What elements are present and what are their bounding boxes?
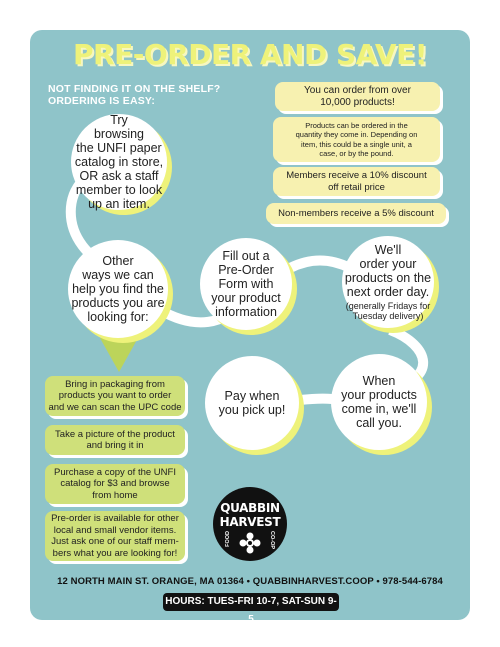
circle-fill-out-text: Fill out a Pre-Order Form with your product information [211,249,281,319]
logo-food: FOOD [225,531,231,547]
help-item-picture [45,425,185,455]
info-box-products [275,82,440,111]
info-box-member-discount-text: Members receive a 10% discount off retail price [286,170,427,193]
circle-order-day [342,236,434,328]
circle-browse-catalog [71,114,167,210]
circle-other-ways [68,240,168,338]
info-box-nonmember-discount [266,203,446,224]
quabbin-harvest-logo [213,487,287,561]
intro-text: NOT FINDING IT ON THE SHELF? ORDERING IS EASY: [48,83,221,107]
info-box-member-discount [273,167,440,196]
page-title: PRE-ORDER AND SAVE! [73,38,427,71]
circle-fill-out-form [200,238,292,330]
circle-other-ways-text: Other ways we can help you find the products you are looking for: [71,254,165,324]
circle-call-text: When your products come in, we'll call you. [341,374,417,430]
circle-order-day-text: We'll order your products on the next order day. [344,243,432,299]
info-box-quantity-text: Products can be ordered in the quantity they come in. Depending on item, this could be a single unit, a case, or by the pound. [295,120,418,158]
store-address: 12 NORTH MAIN ST. ORANGE, MA 01364 • QUABBINHARVEST.COOP • 978-544-6784 [57,576,443,587]
help-item-picture-text: Take a picture of the product and bring it in [55,428,175,451]
info-box-nonmember-discount-text: Non-members receive a 5% discount [278,208,434,219]
help-item-packaging [45,376,185,416]
info-box-products-text: You can order from over 10,000 products! [304,85,411,108]
help-item-catalog [45,464,185,504]
circle-order-day-content [345,229,431,335]
help-item-catalog-text: Purchase a copy of the UNFI catalog for $3 and browse from home [54,466,176,501]
logo-line1: QUABBIN [220,501,280,515]
help-item-local-vendors-text: Pre-order is available for other local and small vendor items. Just ask one of our staff mem- bers what you are looking for! [51,513,179,559]
logo-coop: CO-OP [269,531,275,550]
logo-line2: HARVEST [219,515,281,529]
flower-icon [238,531,262,555]
circle-pay-pickup [205,356,299,450]
circle-browse-text: Try browsing the UNFI paper catalog in store, OR ask a staff member to look up an item. [74,113,164,211]
help-item-packaging-text: Bring in packaging from products you want to order and we can scan the UPC code [48,378,182,413]
help-item-local-vendors [45,511,185,561]
store-hours: HOURS: TUES-FRI 10-7, SAT-SUN 9-5 [163,593,339,611]
circle-order-day-note: (generally Fridays for Tuesday delivery) [345,301,431,321]
circle-pay-text: Pay when you pick up! [218,389,286,417]
circle-call-you [331,354,427,450]
info-box-quantity [273,117,440,162]
